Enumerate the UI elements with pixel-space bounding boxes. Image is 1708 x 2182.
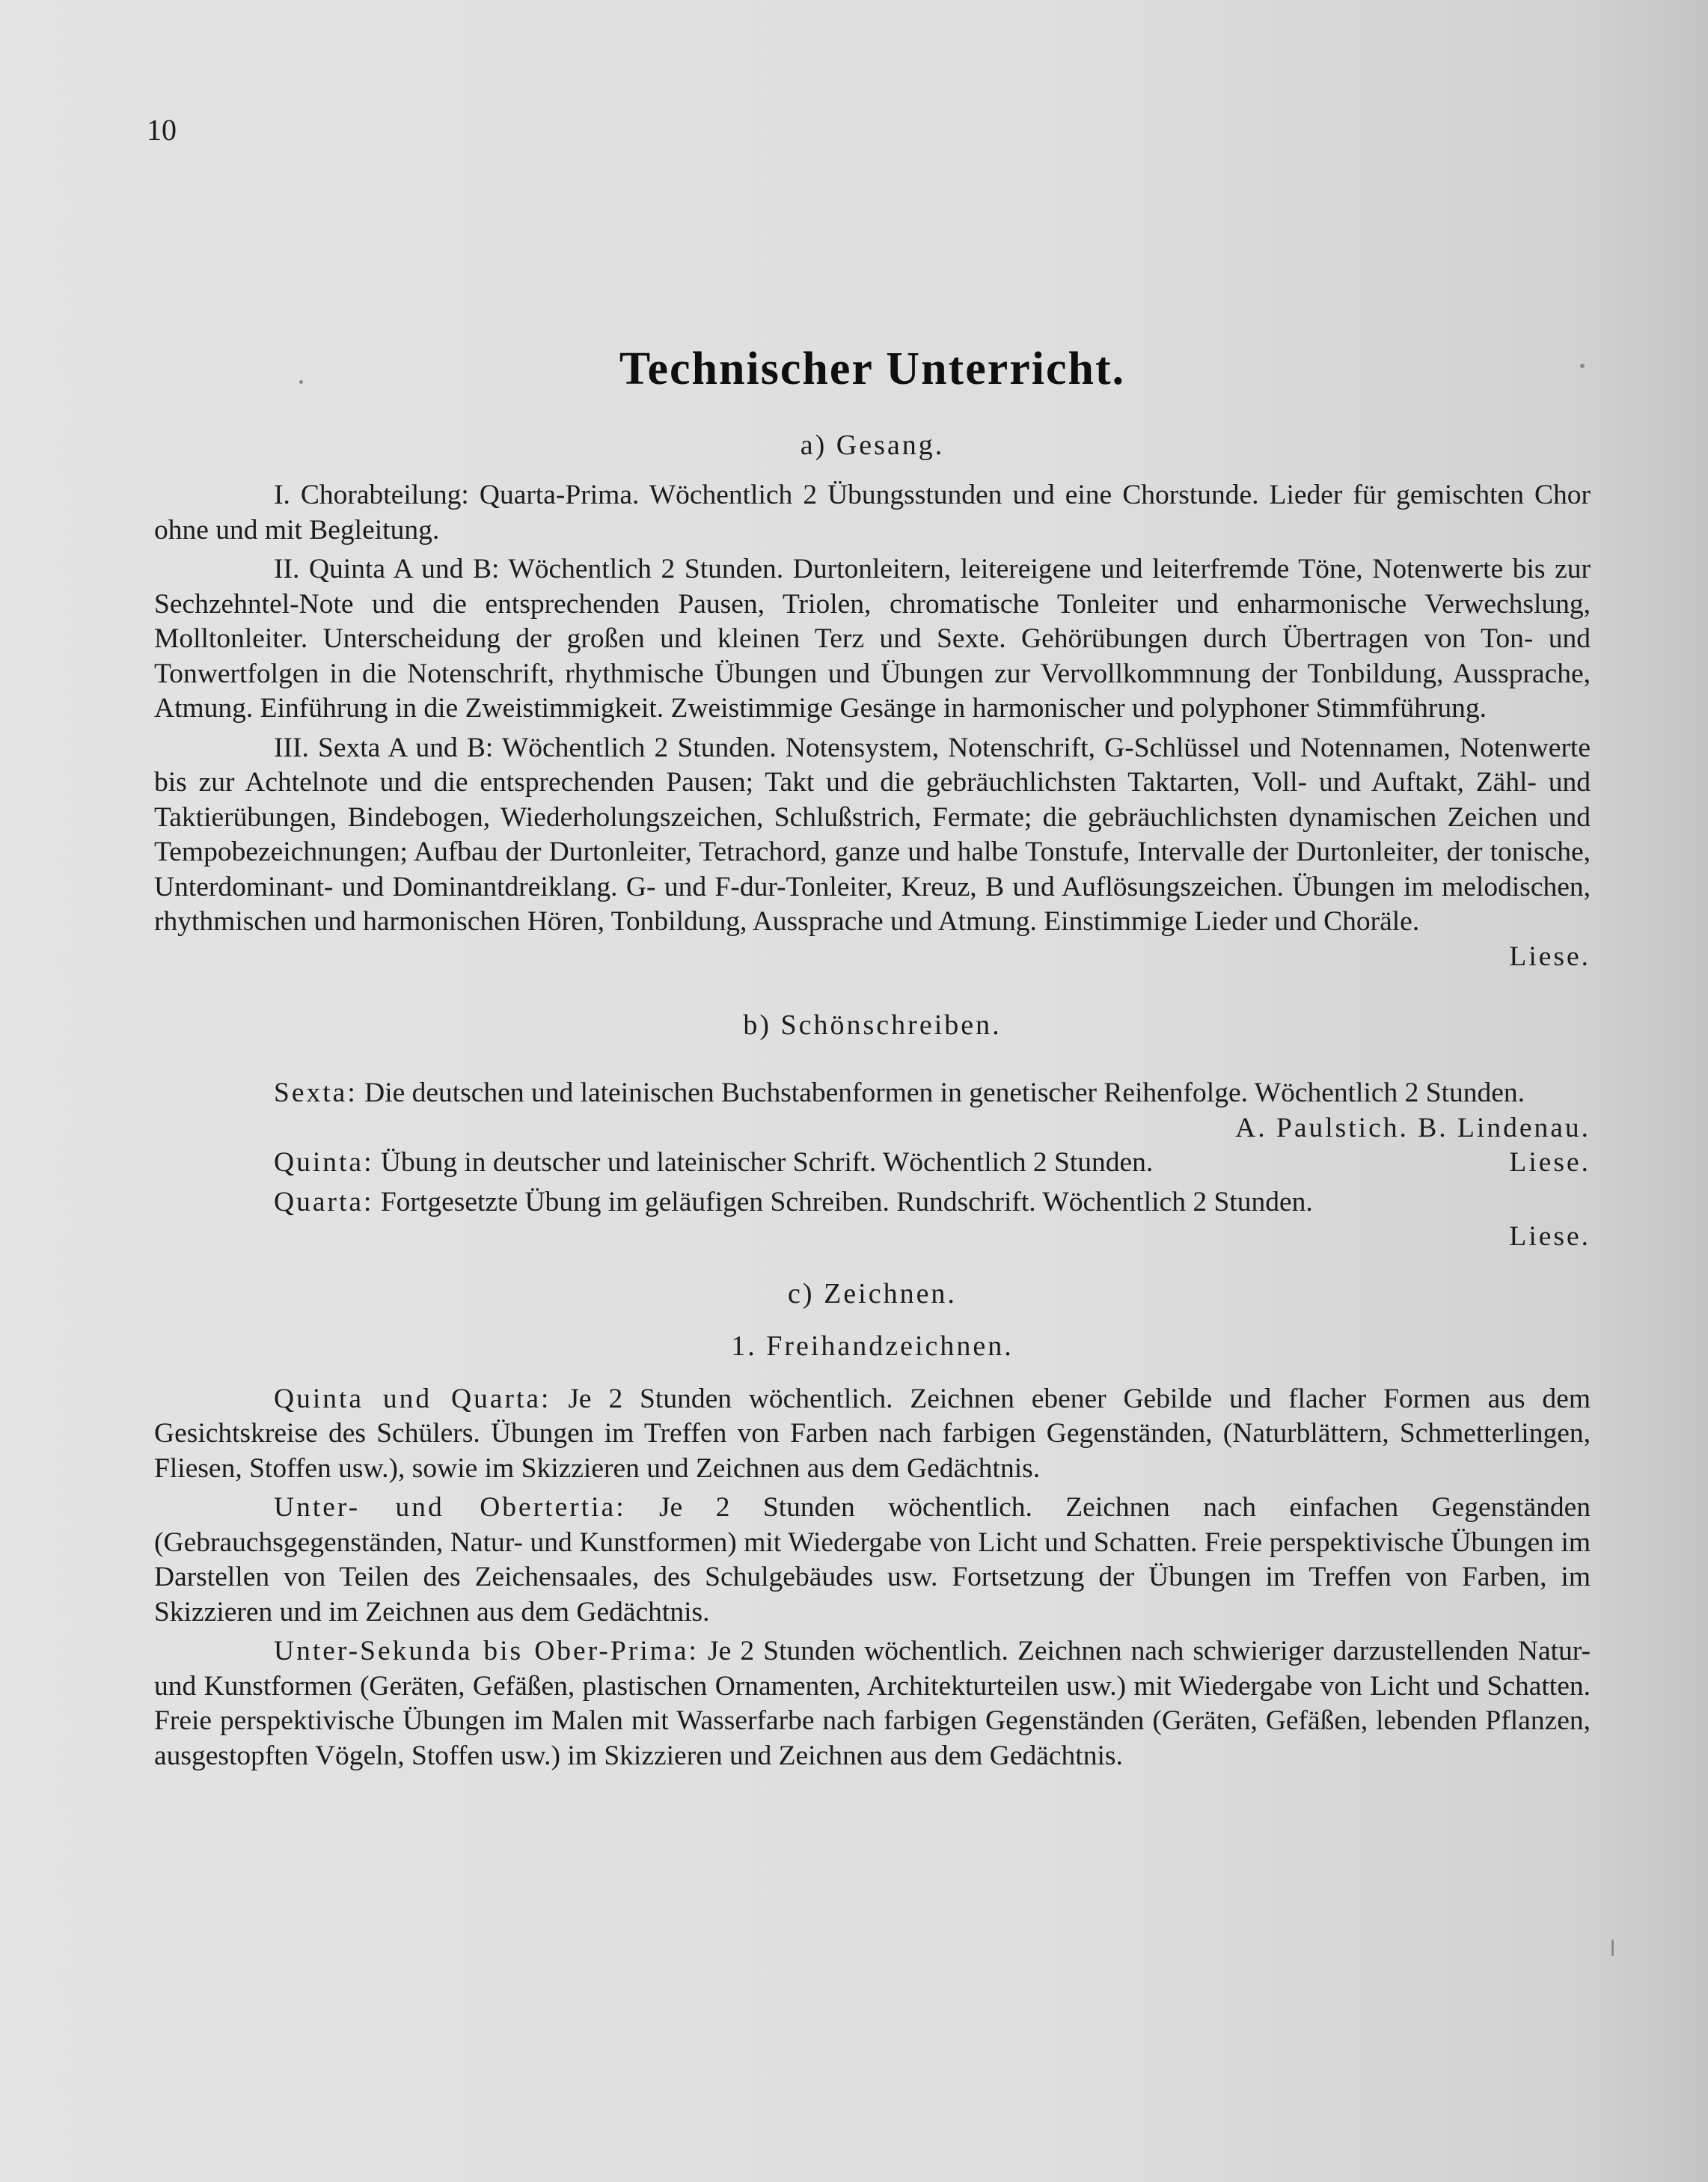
class-label: Unter- und Obertertia: [274,1492,626,1523]
paragraph-quinta-schrift [154,1146,1591,1181]
paragraph-text: III. Sexta A und B: Wöchentlich 2 Stunden. Notensystem, Notenschrift, G-Schlüssel und Notennamen, Notenwerte bis zur Achtelnote und die entsprechenden Pausen; Takt und die gebräuchlichsten Taktarten, Voll- und Auftakt, Zähl- und Taktierübungen, Bindebogen, Wiederholungszeichen, Schlußstrich, Fermate; die gebräuchlichsten dynamischen Zeichen und Tempobezeichnungen; Aufbau der Durtonleiter, Tetrachord, ganze und halbe Tonstufe, Intervalle der Durtonleiter, der tonische, Unterdominant- und Dominantdreiklang. G- und F-dur-Tonleiter, Kreuz, B und Auflösungszeichen. Übungen im melodischen, rhythmischen und harmonischen Hören, Tonbildung, Aussprache und Atmung. Einstimmige Lieder und Choräle. [154,732,1591,937]
teacher-signature: Liese. [1509,1221,1591,1252]
class-label: Quinta und Quarta: [274,1383,551,1414]
class-label: Quarta: [274,1186,374,1217]
paragraph-text: Fortgesetzte Übung im geläufigen Schreiben. Rundschrift. Wöchentlich 2 Stunden. [380,1186,1313,1217]
paragraph-quinta-gesang: II. Quinta A und B: Wöchentlich 2 Stunden. Durtonleitern, leitereigene und leiterfremde Töne, Notenwerte bis zur Sechzehntel-Note und die entsprechenden Pausen, Triolen, chromatische Tonleiter und enharmonische Verwechslung, Molltonleiter. Unterscheidung der großen und kleinen Terz und Sexte. Gehörübungen durch Übertragen von Ton- und Tonwertfolgen in die Notenschrift, rhythmische Übungen und Übungen zur Vervollkommnung der Tonbildung, Aussprache, Atmung. Einführung in die Zweistimmigkeit. Zweistimmige Gesänge in harmonischer und polyphoner Stimmführung. [154,554,1591,724]
teacher-signature: Liese. [1509,941,1591,972]
paragraph-tertia-zeichnen [154,1491,1591,1630]
document-body [154,343,1591,1778]
paragraph-text: Übung in deutscher und lateinischer Schrift. Wöchentlich 2 Stunden. [380,1147,1154,1178]
page-title: Technischer Unterricht. [619,343,1126,394]
paragraph-chorabteilung: I. Chorabteilung: Quarta-Prima. Wöchentlich 2 Übungsstunden und eine Chorstunde. Lieder für gemischten Chor ohne und mit Begleitung. [154,480,1591,546]
class-label: Unter-Sekunda bis Ober-Prima: [274,1636,699,1666]
teacher-signature: A. Paulstich. B. Lindenau. [1235,1112,1591,1143]
paragraph-text: Je 2 Stunden wöchentlich. Zeichnen ebener Gebilde und flacher Formen aus dem Gesichtskreise des Schülers. Übungen im Treffen von Farben nach farbigen Gegenständen, (Naturblättern, Schmetterlingen, Fliesen, Stoffen usw.), sowie im Skizzieren und Zeichnen aus dem Gedächtnis. [154,1383,1591,1484]
paragraph-text: Je 2 Stunden wöchentlich. Zeichnen nach schwieriger darzustellenden Natur- und Kunstformen (Geräten, Gefäßen, plastischen Ornamenten, Architekturteilen usw.) mit Wiedergabe von Licht und Schatten. Freie perspektivische Übungen im Malen mit Wasserfarbe nach farbigen Gegenständen (Geräten, Gefäßen, lebenden Pflanzen, ausgestopften Vögeln, Stoffen usw.) im Skizzieren und Zeichnen aus dem Gedächtnis. [154,1636,1591,1771]
paragraph-text: Die deutschen und lateinischen Buchstabenformen in genetischer Reihenfolge. Wöchentlich 2 Stunden. [364,1078,1525,1108]
paragraph-quarta-schrift [154,1185,1591,1220]
paragraph-quinta-quarta-zeichnen [154,1382,1591,1487]
paragraph-sexta-gesang [154,731,1591,972]
class-label: Quinta: [274,1147,374,1178]
section-heading-zeichnen: c) Zeichnen. [788,1277,957,1309]
section-schoenschreiben [154,1009,1591,1255]
scan-speck [1611,1940,1614,1956]
paragraph-sekunda-prima-zeichnen [154,1634,1591,1773]
section-gesang [154,429,1591,974]
section-heading-gesang: a) Gesang. [800,430,945,461]
section-heading-schoenschreiben: b) Schönschreiben. [743,1009,1002,1041]
subsection-heading-freihandzeichnen: 1. Freihandzeichnen. [731,1330,1014,1362]
page-number: 10 [147,113,177,147]
section-zeichnen [154,1277,1591,1774]
paragraph-sexta-schrift [154,1076,1591,1143]
paragraph-text: Je 2 Stunden wöchentlich. Zeichnen nach einfachen Gegenständen (Gebrauchsgegenständen, Natur- und Kunstformen) mit Wiedergabe von Licht und Schatten. Freie perspektivische Übungen im Darstellen von Teilen des Zeichensaales, des Schulgebäudes usw. Fortsetzung der Übungen im Treffen von Farben, im Skizzieren und im Zeichnen aus dem Gedächtnis. [154,1492,1591,1628]
teacher-signature: Liese. [1509,1147,1591,1178]
class-label: Sexta: [274,1078,358,1108]
